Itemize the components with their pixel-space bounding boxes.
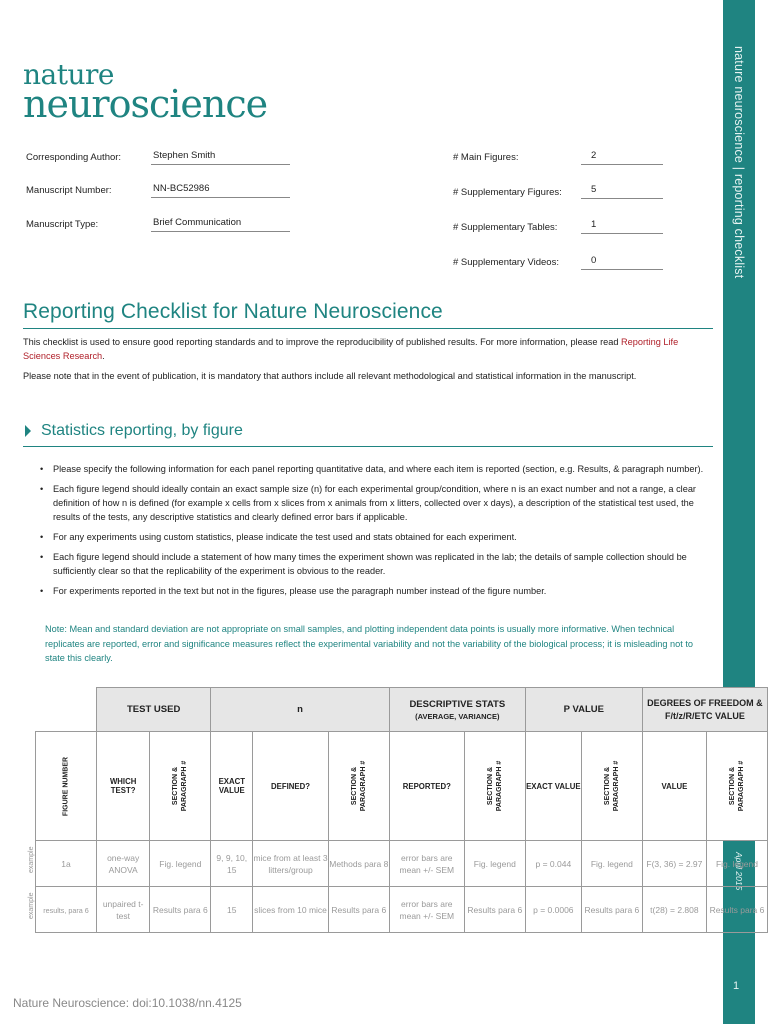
table-cell[interactable]: Fig. legend (150, 841, 211, 887)
title-rule (23, 328, 713, 329)
col-section: SECTION & PARAGRAPH # (464, 732, 525, 841)
table-cell[interactable]: unpaired t-test (97, 887, 150, 933)
col-exact: EXACT VALUE (211, 732, 253, 841)
col-figure: FIGURE NUMBER (36, 732, 97, 841)
table-cell[interactable]: 9, 9, 10, 15 (211, 841, 253, 887)
triangle-right-icon (25, 425, 31, 437)
col-value: VALUE (642, 732, 706, 841)
table-cell[interactable]: Results para 6 (328, 887, 389, 933)
header-descriptive (389, 688, 525, 732)
table-cell[interactable]: 15 (211, 887, 253, 933)
list-item: • For experiments reported in the text but not in the figures, please use the paragraph number instead of the figure number. (40, 584, 710, 598)
col-section: SECTION & PARAGRAPH # (150, 732, 211, 841)
header-test-used: TEST USED (97, 688, 211, 732)
col-section: SECTION & PARAGRAPH # (581, 732, 642, 841)
manuscript-number-field[interactable]: NN-BC52986 (151, 183, 290, 198)
logo-line-1: nature (23, 58, 114, 91)
list-item: • Please specify the following information for each panel reporting quantitative data, and where each item is reported (section, e.g. Results, & paragraph number). (40, 462, 710, 476)
table-row (36, 841, 768, 887)
table-cell[interactable]: example 1a (36, 841, 97, 887)
list-item: • Each figure legend should include a statement of how many times the experiment shown was replicated in the lab; the details of sample collection should be sufficiently clear so that the replicability of the experiment is obvious to the reader. (40, 550, 710, 578)
statistics-table (28, 687, 768, 933)
sidebar-title: nature neuroscience | reporting checklist (732, 46, 746, 279)
table-row (36, 887, 768, 933)
logo-line-2: neuroscience (23, 82, 268, 127)
intro-text: This checklist is used to ensure good reporting standards and to improve the reproducibility of published results. For more information, please read (23, 337, 622, 347)
supp-tables-label: # Supplementary Tables: (453, 222, 558, 233)
author-label: Corresponding Author: (26, 152, 122, 163)
table-cell[interactable]: slices from 10 mice (253, 887, 329, 933)
mandatory-paragraph: Please note that in the event of publication, it is mandatory that authors include all relevant methodological and statistical information in the manuscript. (23, 371, 637, 381)
table-cell[interactable]: p = 0.0006 (525, 887, 581, 933)
sidebar-date: April 2015 (734, 852, 744, 891)
table-cell[interactable]: Fig. legend (464, 841, 525, 887)
table-cell[interactable]: Fig. legend (581, 841, 642, 887)
header-descriptive-sub: (AVERAGE, VARIANCE) (415, 711, 500, 721)
col-exact-value: EXACT VALUE (525, 732, 581, 841)
author-field[interactable]: Stephen Smith (151, 150, 290, 165)
table-cell[interactable]: t(28) = 2.808 (642, 887, 706, 933)
table-cell[interactable]: one-way ANOVA (97, 841, 150, 887)
manuscript-type-field[interactable]: Brief Communication (151, 217, 290, 232)
main-figures-label: # Main Figures: (453, 152, 519, 163)
page-title: Reporting Checklist for Nature Neuroscience (23, 300, 443, 323)
footer-doi: Nature Neuroscience: doi:10.1038/nn.4125 (13, 996, 242, 1010)
list-item: • For any experiments using custom statistics, please indicate the test used and stats obtained for each experiment. (40, 530, 710, 544)
header-blank (36, 688, 97, 732)
list-item: • Each figure legend should ideally contain an exact sample size (n) for each experimental group/condition, where n is an exact number and not a range, a clear definition of how n is defined (for example x cells from x slices from x animals from x litters, collected over x days), a description of the statistical test used, the results of the tests, any descriptive statistics and clearly defined error bars if applicable. (40, 482, 710, 524)
table-cell[interactable]: error bars are mean +/- SEM (389, 841, 464, 887)
col-section: SECTION & PARAGRAPH # (706, 732, 767, 841)
example-row-label: example (28, 892, 35, 919)
example-row-label: example (28, 846, 35, 873)
table-cell[interactable]: Results para 6 (706, 887, 767, 933)
instruction-list (40, 462, 710, 604)
manuscript-type-label: Manuscript Type: (26, 219, 99, 230)
main-figures-field[interactable]: 2 (581, 150, 663, 165)
table-cell[interactable]: example results, para 6 (36, 887, 97, 933)
intro-end: . (102, 350, 105, 361)
page-number: 1 (733, 980, 740, 992)
reporting-link[interactable]: Reporting Life Sciences Research (23, 337, 679, 361)
intro-paragraph (23, 336, 711, 363)
table-cell[interactable]: Fig. legend (706, 841, 767, 887)
table-cell[interactable]: p = 0.044 (525, 841, 581, 887)
supp-figures-label: # Supplementary Figures: (453, 187, 562, 198)
table-cell[interactable]: F(3, 36) = 2.97 (642, 841, 706, 887)
section-heading (23, 422, 243, 440)
header-dof-sub: F/t/z/R/ETC VALUE (665, 710, 745, 721)
col-reported: REPORTED? (389, 732, 464, 841)
col-defined: DEFINED? (253, 732, 329, 841)
header-p-value: P VALUE (525, 688, 642, 732)
section-heading-text: Statistics reporting, by figure (41, 422, 243, 439)
table-cell[interactable]: mice from at least 3 litters/group (253, 841, 329, 887)
journal-logo (23, 58, 268, 127)
header-n: n (211, 688, 389, 732)
header-dof-title: DEGREES OF FREEDOM & (647, 697, 763, 708)
note-paragraph: Note: Mean and standard deviation are not appropriate on small samples, and plotting independent data points is usually more informative. When technical replicates are reported, error and significance measures reflect the experimental variability and not the variability of the biological process; it is misleading not to state this clearly. (45, 624, 694, 663)
table-cell[interactable]: error bars are mean +/- SEM (389, 887, 464, 933)
header-descriptive-title: DESCRIPTIVE STATS (409, 698, 506, 710)
table-cell[interactable]: Methods para 8 (328, 841, 389, 887)
col-section: SECTION & PARAGRAPH # (328, 732, 389, 841)
table-cell[interactable]: Results para 6 (581, 887, 642, 933)
supp-videos-label: # Supplementary Videos: (453, 257, 559, 268)
section-rule (23, 446, 713, 447)
table-cell[interactable]: Results para 6 (464, 887, 525, 933)
supp-figures-field[interactable]: 5 (581, 184, 663, 199)
table-cell[interactable]: Results para 6 (150, 887, 211, 933)
col-which-test: WHICH TEST? (97, 732, 150, 841)
header-dof (642, 688, 767, 732)
supp-tables-field[interactable]: 1 (581, 219, 663, 234)
supp-videos-field[interactable]: 0 (581, 255, 663, 270)
manuscript-number-label: Manuscript Number: (26, 185, 112, 196)
